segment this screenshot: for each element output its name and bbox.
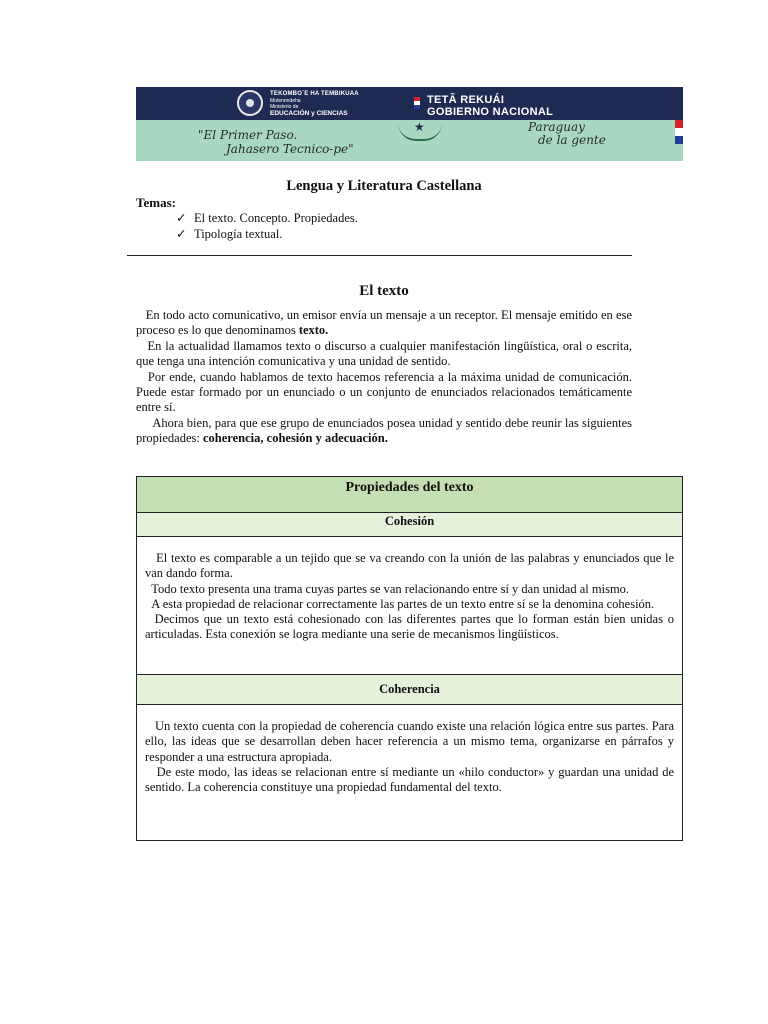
paragraph: [136, 339, 632, 370]
slogan-line-2: Jahasero Tecnico-pe": [226, 142, 354, 156]
program-slogan: [198, 128, 354, 156]
section-title: El texto: [359, 283, 409, 299]
laurel-emblem-icon: [398, 123, 442, 141]
bold-term: texto.: [298, 323, 329, 338]
paragraph: [145, 719, 674, 765]
tagline-line-1: Paraguay: [528, 120, 585, 134]
flag-stripe-icon: [675, 120, 683, 144]
ministry-line-4: EDUCACIÓN y CIENCIAS: [270, 110, 348, 117]
topics-label: Temas:: [136, 195, 176, 210]
national-seal-icon: [237, 90, 263, 116]
paragraph: [145, 582, 674, 597]
table-title: Propiedades del texto: [137, 477, 682, 513]
ministry-line-3: Ministerio de: [270, 104, 299, 110]
paragraph-text: A esta propiedad de relacionar correctamente las partes de un texto entre sí se la denomina cohesión.: [151, 596, 655, 611]
ministry-line-1: TEKOMBO´E HA TEMBIKUAA: [270, 91, 359, 97]
paragraph: [145, 551, 674, 582]
coherence-cell: [137, 705, 682, 840]
divider: [127, 255, 632, 256]
ministry-logo: [270, 91, 359, 118]
paragraph-text: En todo acto comunicativo, un emisor envía un mensaje a un receptor. El mensaje emitido en ese proceso es lo que denominamos: [136, 308, 632, 338]
paragraph: [136, 308, 632, 339]
paraguay-flag-icon: [414, 97, 420, 109]
paragraph-text: Todo texto presenta una trama cuyas partes se van relacionando entre sí y dan unidad al mismo.: [151, 581, 630, 596]
paragraph-text: Ahora bien, para que ese grupo de enunciados posea unidad y sentido debe reunir las siguientes propiedades:: [136, 415, 632, 446]
banner-top-bar: [136, 87, 683, 120]
paragraph: [145, 765, 674, 796]
paragraph-text: El texto es comparable a un tejido que se va creando con la unión de las palabras y enunciados que le van dando forma.: [145, 551, 675, 581]
cohesion-heading: Cohesión: [137, 513, 682, 537]
paragraph-text: De este modo, las ideas se relacionan entre sí mediante un «hilo conductor» y guardan una unidad de sentido. La coherencia constituye una propiedad fundamental del texto.: [145, 764, 675, 795]
topic-text: Tipología textual.: [194, 227, 283, 241]
paragraph: [145, 612, 674, 643]
properties-table: [136, 476, 683, 841]
bold-term: coherencia, cohesión y adecuación.: [203, 431, 388, 446]
topic-item: [176, 210, 358, 226]
government-line-1: TETÃ REKUÁI: [427, 94, 505, 106]
paragraph-text: Por ende, cuando hablamos de texto hacemos referencia a la máxima unidad de comunicación. Puede estar formado por un enunciado o un conjunto de enunciados relacionados temáticamente entre sí.: [136, 369, 633, 415]
government-tagline: [528, 121, 606, 147]
paragraph: [136, 370, 632, 416]
coherence-heading: Coherencia: [137, 675, 682, 705]
topic-item: [176, 226, 358, 242]
paragraph-text: Decimos que un texto está cohesionado con las diferentes partes que lo forman están bien unidas o articuladas. Esta conexión se logra mediante una serie de mecanismos lingüísticos.: [145, 612, 674, 642]
government-logo: [427, 95, 553, 118]
slogan-line-1: "El Primer Paso.: [198, 128, 298, 142]
ministry-line-2: Motenondeha: [270, 98, 301, 104]
paragraph-text: Un texto cuenta con la propiedad de coherencia cuando existe una relación lógica entre sus partes. Para ello, las ideas que se desarrollan deben hacer referencia a un mismo tema, organizarse en párrafos y responder a una estructura apropiada.: [145, 719, 674, 764]
checkmark-icon: ✓: [176, 227, 187, 241]
checkmark-icon: ✓: [176, 211, 187, 225]
banner-bottom-bar: [136, 120, 683, 161]
section-body: [136, 308, 632, 447]
government-line-2: GOBIERNO NACIONAL: [427, 105, 554, 118]
paragraph-text: En la actualidad llamamos texto o discurso a cualquier manifestación lingüística, oral o escrita, que tenga una intención comunicativa y una unidad de sentido.: [136, 338, 633, 369]
header-banner: [136, 87, 683, 161]
topic-text: El texto. Concepto. Propiedades.: [194, 211, 358, 225]
topics-list: [176, 210, 358, 242]
paragraph: [136, 416, 632, 447]
cohesion-cell: [137, 537, 682, 675]
subject-title: Lengua y Literatura Castellana: [286, 178, 482, 194]
paragraph: [145, 597, 674, 612]
tagline-line-2: de la gente: [538, 133, 606, 147]
